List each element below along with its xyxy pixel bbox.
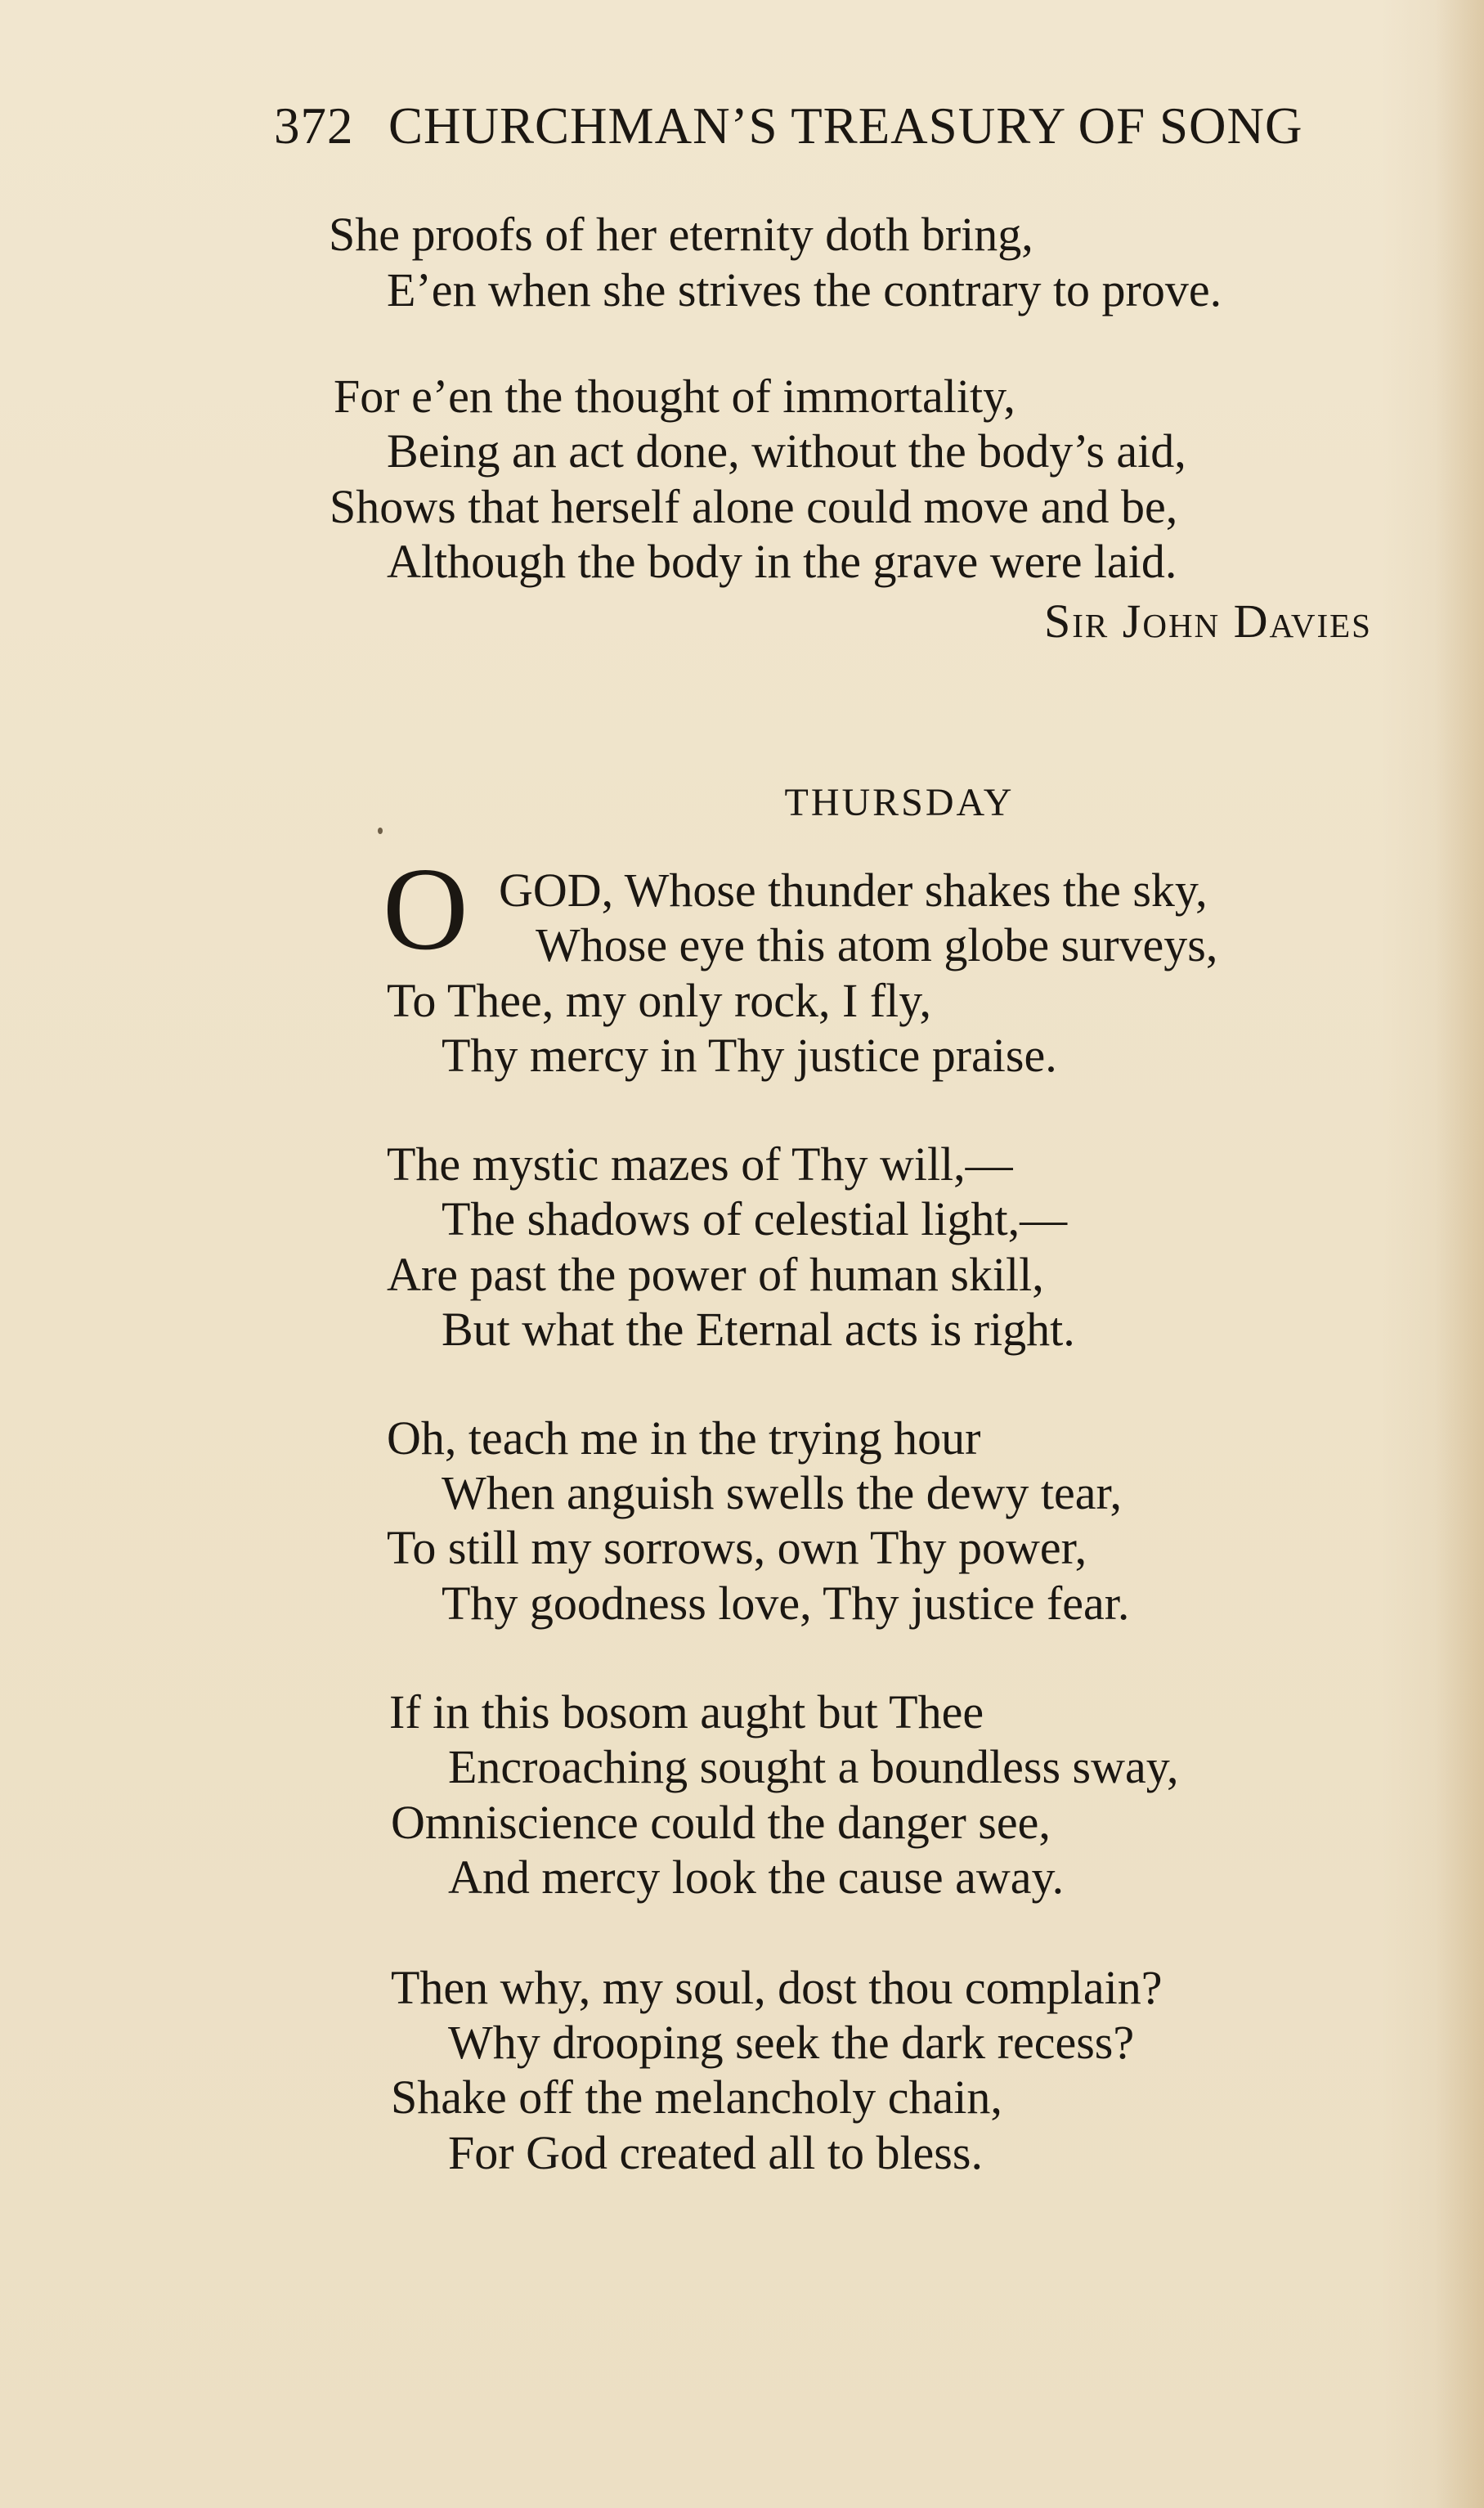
verse-line: Encroaching sought a boundless sway, — [448, 1740, 1179, 1793]
verse-line: Omniscience could the danger see, — [391, 1796, 1051, 1849]
verse-line: But what the Eternal acts is right. — [442, 1303, 1075, 1356]
verse-line: Are past the power of human skill, — [387, 1248, 1044, 1301]
verse-line: Thy goodness love, Thy justice fear. — [442, 1577, 1130, 1630]
drop-cap: O — [383, 844, 469, 975]
ink-speck — [378, 828, 383, 834]
verse-line: The mystic mazes of Thy will,— — [387, 1137, 1013, 1191]
verse-line: She proofs of her eternity doth bring, — [329, 208, 1033, 261]
verse-line: Then why, my soul, dost thou complain? — [391, 1961, 1163, 2014]
verse-line: E’en when she strives the contrary to prove. — [387, 263, 1222, 316]
verse-line: Shows that herself alone could move and be, — [330, 480, 1178, 533]
running-title: CHURCHMAN’S TREASURY OF SONG — [388, 97, 1303, 155]
verse-line: Why drooping seek the dark recess? — [448, 2016, 1135, 2069]
page-edge-shadow — [1435, 0, 1484, 2508]
verse-line: Although the body in the grave were laid. — [387, 535, 1177, 588]
verse-line: Whose eye this atom globe surveys, — [536, 918, 1218, 971]
section-title: THURSDAY — [784, 781, 1015, 824]
verse-line: The shadows of celestial light,— — [442, 1192, 1068, 1245]
verse-line: When anguish swells the dewy tear, — [442, 1466, 1122, 1519]
verse-line: For e’en the thought of immortality, — [334, 370, 1015, 423]
verse-line: Oh, teach me in the trying hour — [387, 1411, 981, 1465]
page-number: 372 — [274, 97, 354, 155]
author-attribution: Sir John Davies — [1044, 594, 1372, 648]
verse-line-first: GOD, Whose thunder shakes the sky, — [499, 864, 1208, 917]
verse-line: To still my sorrows, own Thy power, — [387, 1521, 1087, 1574]
verse-line: Shake off the melancholy chain, — [391, 2071, 1002, 2124]
verse-line: Being an act done, without the body’s aid, — [387, 424, 1186, 478]
verse-line: Thy mercy in Thy justice praise. — [442, 1029, 1057, 1082]
verse-line: And mercy look the cause away. — [448, 1851, 1065, 1904]
running-header — [274, 96, 1427, 162]
verse-line: If in this bosom aught but Thee — [389, 1685, 984, 1739]
verse-line: To Thee, my only rock, I fly, — [387, 974, 932, 1027]
verse-line: For God created all to bless. — [448, 2126, 983, 2179]
